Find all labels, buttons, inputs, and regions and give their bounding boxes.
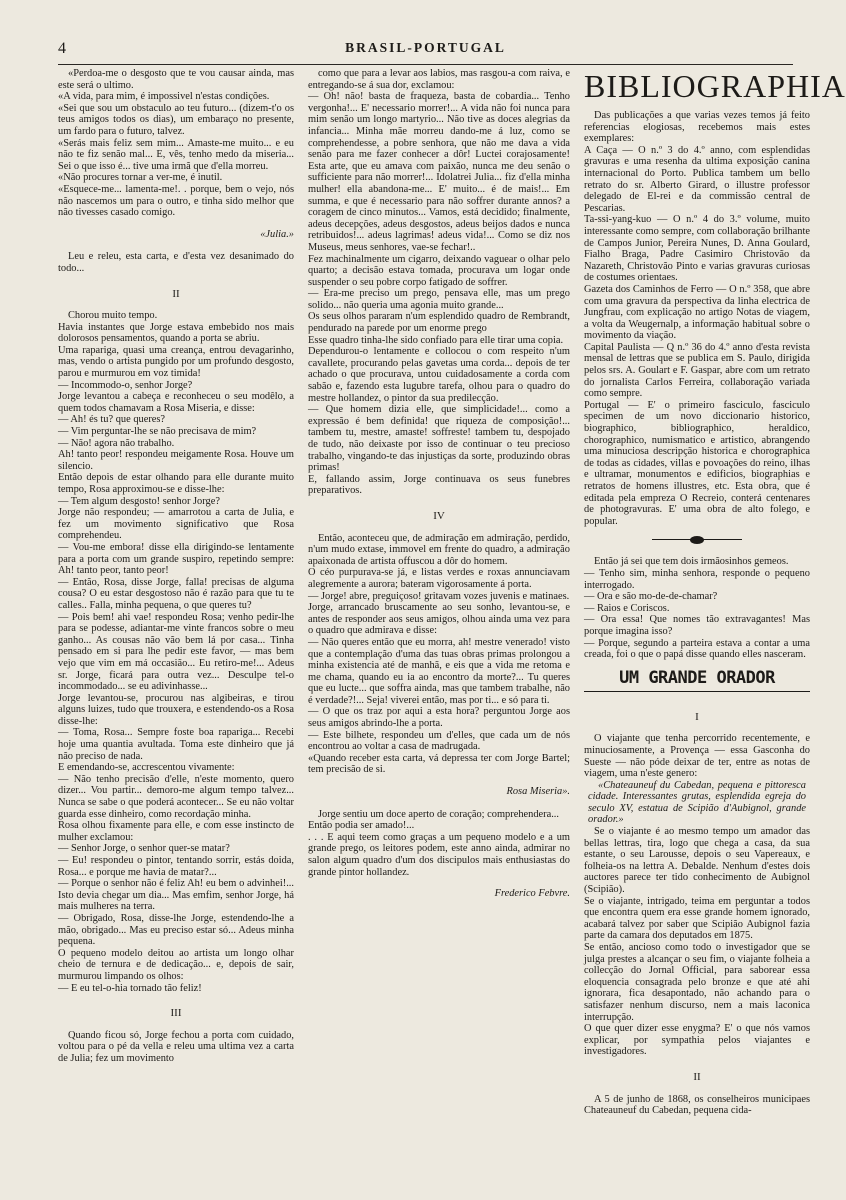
paragraph: Quando ficou só, Jorge fechou a porta com cuidado, voltou para o pé da vella e releu uma ultima vez a carta de Julia; fez um movimento	[58, 1029, 294, 1064]
paragraph: Chorou muito tempo. Havia instantes que Jorge estava embebido nos mais dolorosos pensamentos, quando a porta se abriu. Uma rapariga, quasi uma creança, entrou devagarinho, mas, vendo o artista pungido por um profundo desgosto, parou e murmurou em voz timida! — Incommodo-o, senhor Jorge? Jorge levantou a cabeça e reconheceu o seu modêlo, a quem todos chamavam a Rosa Miseria, e disse: — Ah! és tu? que queres? — Vim perguntar-lhe se não precisava de mim? — Não! agora não trabalho. Ah! tanto peor! respondeu meigamente Rosa. Houve um silencio. Então depois de estar olhando para elle durante muito tempo, Rosa approximou-se e disse-lhe: — Tem algum desgosto! senhor Jorge? Jorge não respondeu; — amarrotou a carta de Julia, e fez um movimento significativo que Rosa comprehendeu. — Vou-me embora! disse ella dirigindo-se lentamente para a porta com um grande suspiro, repetindo sempre: Ah! tanto peor, tanto peor! — Então, Rosa, disse Jorge, falla! precisas de alguma cousa? O eu estar desgostoso não é razão para que tu te calles.. Falla, minha pequena, o que queres tu? — Pois bem! ahi vae! respondeu Rosa; venho pedir-lhe para se podesse, adiantar-me vinte francos sobre o meu ganho... As cousas não vão bem lá por casa... Tinha pensado em si para lhe pedir este favor, — mas bem vejo que vim em má occasião... Eu retiro-me!... Adeus sr. Jorge, ficará para outra vez... Desculpe tel-o incommodado... se eu adivinhasse... Jorge levantou-se, procurou nas algibeiras, e tirou alguns luizes, tudo que trouxera, e estendendo-os a Rosa disse-lhe: — Toma, Rosa... Sempre foste boa raparigа... Recebi hoje uma quantia avultada. Toma este dinheiro que já não preciso de nada. E emendando-se, accrescentou vivamente: — Não tenho precisão d'elle, n'este momento, quero dizer... Vou partir... demoro-me algum tempo talvez... Nunca se sabe o que poderá acontecer... Se eu não voltar guarda esse dinheiro, como recordação minha. Rosa olhou fixamente para elle, e com esse instincto de mulher exclamou: — Senhor Jorge, o senhor quer-se matar? — Eu! respondeu o pintor, tentando sorrir, estás doida, Rosa... e porque me havia de matar?... — Porque o senhor não é feliz Ah! eu bem o advinhei!... Isto devia chegar um dia... Mas emfim, senhor Jorge, há mais mulheres na terra. — Obrigado, Rosa, disse-lhe Jorge, estendendo-lhe a mão, obrigado... Mas eu preciso estar só... Adeus minha pequena. O pequeno modelo deitou ao artista um longo olhar cheio de ternura e de dedicação... e, depois de sair, murmurou limpando os olhos: — E eu tel-o-hia tornado tão feliz!	[58, 310, 294, 994]
column-right	[584, 68, 846, 1198]
section-number: II	[693, 1070, 701, 1083]
page-number: 4	[58, 40, 66, 57]
paragraph: Das publicações a que varias vezes temos já feito referencias elogiosas, recebemos mais estes exemplares: A Caça — O n.º 3 do 4.º anno, com esplendidas gravuras e uma resenha da ultima exposição canina internacional do Porto. Publica tambem um bello retrato do sr. Alberto Girard, o illustre professor delegado de El-rei e da commissão central de Pescarias. Ta-ssi-yang-kuo — O n.º 4 do 3.º volume, muito interessante como sempre, com collaboração brilhante de Campos Junior, Pereira Nunes, D. Anna Goulard, Fialho Braga, Padre Casimiro Christovão da Nazareth, Christovão Pinto e varias gravuras curiosas de costumes orientaes. Gazeta dos Caminhos de Ferro — O n.º 358, que abre com uma gravura da perspectiva da linha electrica de Jungfrau, com explicação no artigo Notas de viagem, a volta da Weugernalp, a informação habitual sobre o movimento da viação. Capital Paulista — Q n.º 36 do 4.º anno d'esta revista mensal de lettras que se publica em S. Paulo, dirigida pelos srs. A. Goulart e F. Gaspar, abre com um retrato do jornalista Carlos Ferreira, collaboração variada como sempre. Portugal — E' o primeiro fasciculo, fasciculo specimen de um novo diccionario historico, biographico, bibliographico, heraldico, chorographico, numismatico e artistico, abrangendo uma minuciosa descripção historica e chorographica de todas as cidades, villas e povoações do reino, ilhas e ultramar, monumentos e edificios, biographias e retratos de homens illustres, etc. Esta obra, que é editada pela empreza O Recreio, conterá centenares de photogravuras. E' uma obra de alto folego, e popular.	[584, 110, 810, 527]
running-title: BRASIL-PORTUGAL	[345, 40, 506, 55]
letter-signature: «Julia.»	[260, 228, 294, 240]
quotation: «Chateauneuf du Cabedan, pequena e pittoresca cidade. Interessantes grutas, esplendida egreja do seculo XV, estatua de Scipião d'Aubignol, grande orador.»	[588, 779, 806, 826]
paragraph: como que para a levar aos labios, mas rasgou-a com raiva, e entregando-se á sua dor, exclamou: — Oh! não! basta de fraqueza, basta de cobardia... Tenho vergonha!... E' necessario morrer!... A vida não foi nunca para mim senão um longo martyrio... Não tive as doces alegrias da infancia... Minha mãe morreu dando-me á luz, como se comprehendesse, a pobre senhora, que não me dava a vida senão para me fazer conhecer a dôr! Luctei corajosamente! Esta arte, que eu amava com paixão, nunca me deu senão o sufficiente para não morrer!... Idolatrei Julia... fiz d'ella minha mulher! ella abandona-me... E' muito... é de mais!... Em summa, e que é necessario para não soffrer durante annos? a coragem de cinco minutos... Vamos, está decidido; finalmente, adeus decepções, adeus desgostos, adeus beijos dados e nunca retribuidos!... adeus lagrimas! adeus vida!... Como se diz nos Museus, meus senhores, vae-se fechar!.. Fez machinalmente um cigarro, deixando vaguear o olhar pelo quarto; a decisão estava tomada, procurava um logar onde suspender o seu pobre corpo fatigado de soffrer. — Era-me preciso um prego, pensava elle, mas um prego solido... não queria uma agonia muito grande... Os seus olhos pararam n'um esplendido quadro de Rembrandt, pendurado na parede por um enorme prego Esse quadro tinha-lhe sido confiado para elle tirar uma copia. Dependurou-o lentamente e collocou o com respeito n'um cavallete, procurando pelas gavetas uma corda... depois de ter achado o que procurava, untou cuidadosamente a corda com sabão e, fazendo esta lugubre tarefa, olhou para o quadro do mestre hollandez, o pintor da sua predilecção. — Que homem dizia elle, que simplicidade!... como a expressão é bem definida! que riqueza de composição!... tambem tu, mestre, amaste! soffreste! tambem tu, despojado de tudo, não deixaste por isso de continuar o teu precioso trabalho, vingando-te das injustiças da sorte, produzindo obras primas! E, fallando assim, Jorge continuava os seus funebres preparativos.	[308, 68, 570, 497]
paragraph: Jorge sentiu um doce aperto de coração; comprehendera... Então podia ser amado!... . . . E aqui teem como graças a um pequeno modelo e a um grande prego, os leitores podem, este anno ainda, admirar no salon algum quadro d'um dos discipulos mais enthusiastas do grande pintor hollandez.	[308, 808, 570, 878]
page-header	[58, 36, 793, 65]
section-heading: BIBLIOGRAPHIA	[584, 68, 846, 104]
section-number: IV	[433, 509, 445, 522]
author-signature: Frederico Febvre.	[494, 888, 570, 900]
paragraph: Leu e releu, esta carta, e d'esta vez desanimado do todo...	[58, 251, 294, 274]
section-number: II	[172, 287, 180, 300]
paragraph: O viajante que tenha percorrido recentemente, e minuciosamente, a Provença — essa Gasconha do Sueste — não póde deixar de ter, entre as notas de viagem, uma n'este genero:	[584, 733, 810, 780]
paragraph: Se o viajante é ao mesmo tempo um amador das bellas lettras, tira, logo que chega a casa, da sua estante, o seu Larousse, depois o seu Vapereaux, e folheia-os na lettra A. Debalde. Nenhum d'estes dois auctores parece ter tido conhecimento de Aubignol (Scipião). Se o viajante, intrigado, teima em perguntar a todos que encontra quem era esse grande homem ignorado, acabará talvez por saber que Scipião Aubignol fazia parte da camara dos deputados em 1875. Se então, ancioso como todo o investigador que se julga prestes a alcançar o seu fim, o viajante folheia a collecção do Jornal Official, para saborear essa eloquencia consagrada pelo bronze e que até ahi ignorara, fica desapontado, não achando para o satisfazer nenhum discurso, nem a mais laconica interrupção. O que quer dizer esse enygma? E' o que nós vamos explicar, por sympathia pelos viajantes e investigadores.	[584, 826, 810, 1058]
divider-ornament	[652, 536, 742, 544]
paragraph: Então, aconteceu que, de admiração em admiração, perdido, n'um mudo extase, immovel em frente do quadro, a admiração apaixonada de artista offuscou a dôr do homem. O céo purpurava-se já, e listas verdes e roxas annunciavam alegremente a aurora; bateram vigorosamente á porta. — Jorge! abre, preguiçoso! gritavam vozes juvenis e matinaes. Jorge, arrancado bruscamente ao seu sonho, levantou-se, e antes de responder aos seus amigos, olhou ainda uma vez para o quadro que admirava e disse: — Não queres então que eu morra, ah! mestre venerado! visto que a contemplação d'uma das tuas obras primas prolongou a minha existencia até de manhã, e eis que a vida me retoma e me chama, quando eu ia ao encontro da morte?... Tu queres que eu lucte... que soffra ainda, mas que tambem trabalhe, não é verdade?!... Seja! viverei então, mas por ti... e só para ti. — O que os traz por aqui a esta hora? perguntou Jorge aos seus amigos abrindo-lhe a porta. — Este bilhete, respondeu um d'elles, que cada um de nós encontrou ao voltar a casa de madrugada. «Quando receber esta carta, vá depressa ter com Jorge Bartel; tem precisão de si.	[308, 532, 570, 776]
letter-text: «Perdoa-me o desgosto que te vou causar ainda, mas este será o ultimo. «A vida, para mim, é impossivel n'estas condições. «Sei que sou um obstaculo ao teu futuro... (dizem-t'o os teus amigos todos os dias), um embaraço no presente, um fardo para o futuro, talvez. «Serás mais feliz sem mim... Amaste-me muito... e eu não te fiz senão mal... E, vês, tenho medo da miseria... Sei o que isso é... tive uma irmã que d'ella morreu. «Não procures tornar a ver-me, é inutil. «Esquece-me... lamenta-me!. . porque, bem o vejo, nós não nascemos um para o outro, e tinha sido melhor que não tivesses casado comigo.	[58, 68, 294, 219]
note-signature: Rosa Miseria».	[506, 786, 570, 798]
column-left	[58, 68, 294, 1198]
section-number: I	[695, 710, 699, 723]
column-middle	[308, 68, 570, 1198]
section-number: III	[170, 1007, 182, 1020]
paragraph: A 5 de junho de 1868, os conselheiros municipaes Chateauneuf du Cabedan, pequena cida-	[584, 1093, 810, 1117]
article-heading: UM GRANDE ORADOR	[584, 667, 810, 692]
paragraph: Então já sei que tem dois irmãosinhos gemeos. — Tenho sim, minha senhora, responde o pequeno interrogado. — Ora e são mo-de-de-chamar? — Raios e Coriscos. — Ora essa! Que nomes tão extravagantes! Mas porque imagina isso? — Porque, segundo a parteira estava a contar a uma creada, foi o que o papá disse quando elles nasceram.	[584, 556, 810, 661]
